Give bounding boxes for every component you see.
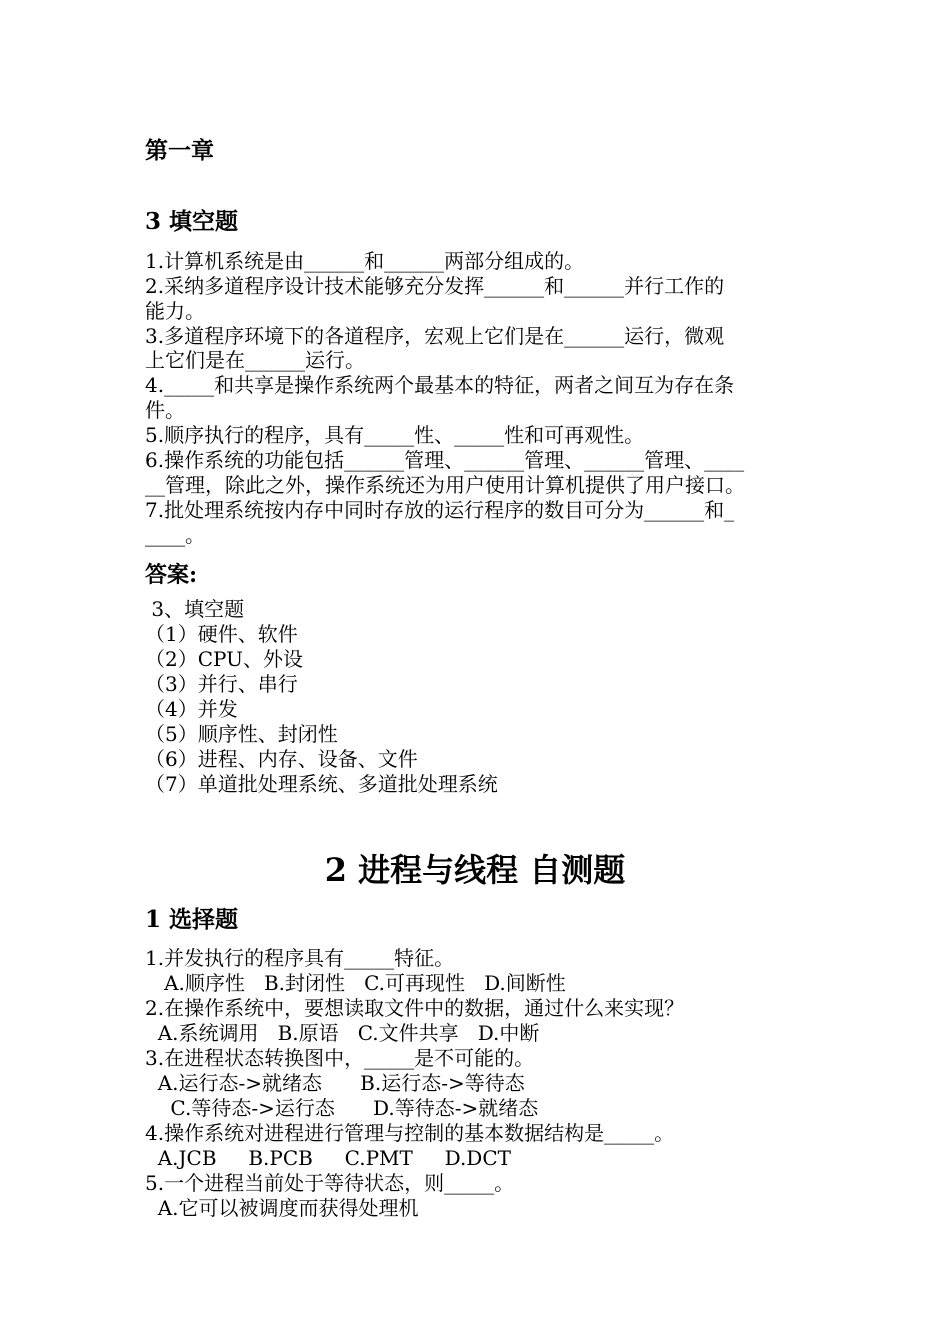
text-line: 能力。 (145, 299, 205, 323)
text-line: 7.批处理系统按内存中同时存放的运行程序的数目可分为______和_ (145, 498, 735, 522)
answer-line: （1）硬件、软件 (145, 622, 298, 646)
chapter2-title: 2 进程与线程 自测题 (324, 851, 626, 889)
answer-line: （2）CPU、外设 (145, 647, 303, 671)
text-line: __管理，除此之外，操作系统还为用户使用计算机提供了用户接口。 (145, 473, 745, 497)
answer-line: （7）单道批处理系统、多道批处理系统 (145, 772, 498, 796)
answer-line: 3、填空题 (145, 597, 245, 621)
text-line: 件。 (145, 398, 185, 422)
text-line: 4._____和共享是操作系统两个最基本的特征，两者之间互为存在条 (145, 373, 735, 397)
text-line: 1.计算机系统是由______和______两部分组成的。 (145, 249, 585, 273)
text-line: 3.在进程状态转换图中，_____是不可能的。 (145, 1046, 535, 1070)
answer-line: （5）顺序性、封闭性 (145, 722, 338, 746)
text-line: 4.操作系统对进程进行管理与控制的基本数据结构是_____。 (145, 1121, 675, 1145)
text-line: A.顺序性 B.封闭性 C.可再现性 D.间断性 (145, 971, 566, 995)
text-line: A.JCB B.PCB C.PMT D.DCT (145, 1146, 511, 1170)
text-line: 1.并发执行的程序具有_____特征。 (145, 946, 455, 970)
choice-section-heading: 1 选择题 (145, 906, 239, 933)
text-line: 6.操作系统的功能包括______管理、______管理、______管理、____ (145, 448, 745, 472)
text-line: 2.采纳多道程序设计技术能够充分发挥______和______并行工作的 (145, 274, 725, 298)
chapter-title: 第一章 (145, 137, 214, 164)
text-line: C.等待态->运行态 D.等待态->就绪态 (145, 1096, 539, 1120)
text-line: A.运行态->就绪态 B.运行态->等待态 (145, 1071, 525, 1095)
answer-line: （6）进程、内存、设备、文件 (145, 747, 418, 771)
text-line: 5.一个进程当前处于等待状态，则_____。 (145, 1171, 515, 1195)
text-line: 2.在操作系统中，要想读取文件中的数据，通过什么来实现？ (145, 996, 685, 1020)
text-line: A.系统调用 B.原语 C.文件共享 D.中断 (145, 1021, 540, 1045)
fill-section-heading: 3 填空题 (145, 208, 239, 235)
answer-line: （3）并行、串行 (145, 672, 298, 696)
answers-heading: 答案: (145, 562, 198, 588)
answer-line: （4）并发 (145, 697, 238, 721)
text-line: 5.顺序执行的程序，具有_____性、_____性和可再观性。 (145, 423, 645, 447)
text-line: A.它可以被调度而获得处理机 (145, 1196, 419, 1220)
text-line: 上它们是在______运行。 (145, 348, 365, 372)
text-line: ____。 (145, 523, 205, 547)
text-line: 3.多道程序环境下的各道程序，宏观上它们是在______运行，微观 (145, 324, 725, 348)
